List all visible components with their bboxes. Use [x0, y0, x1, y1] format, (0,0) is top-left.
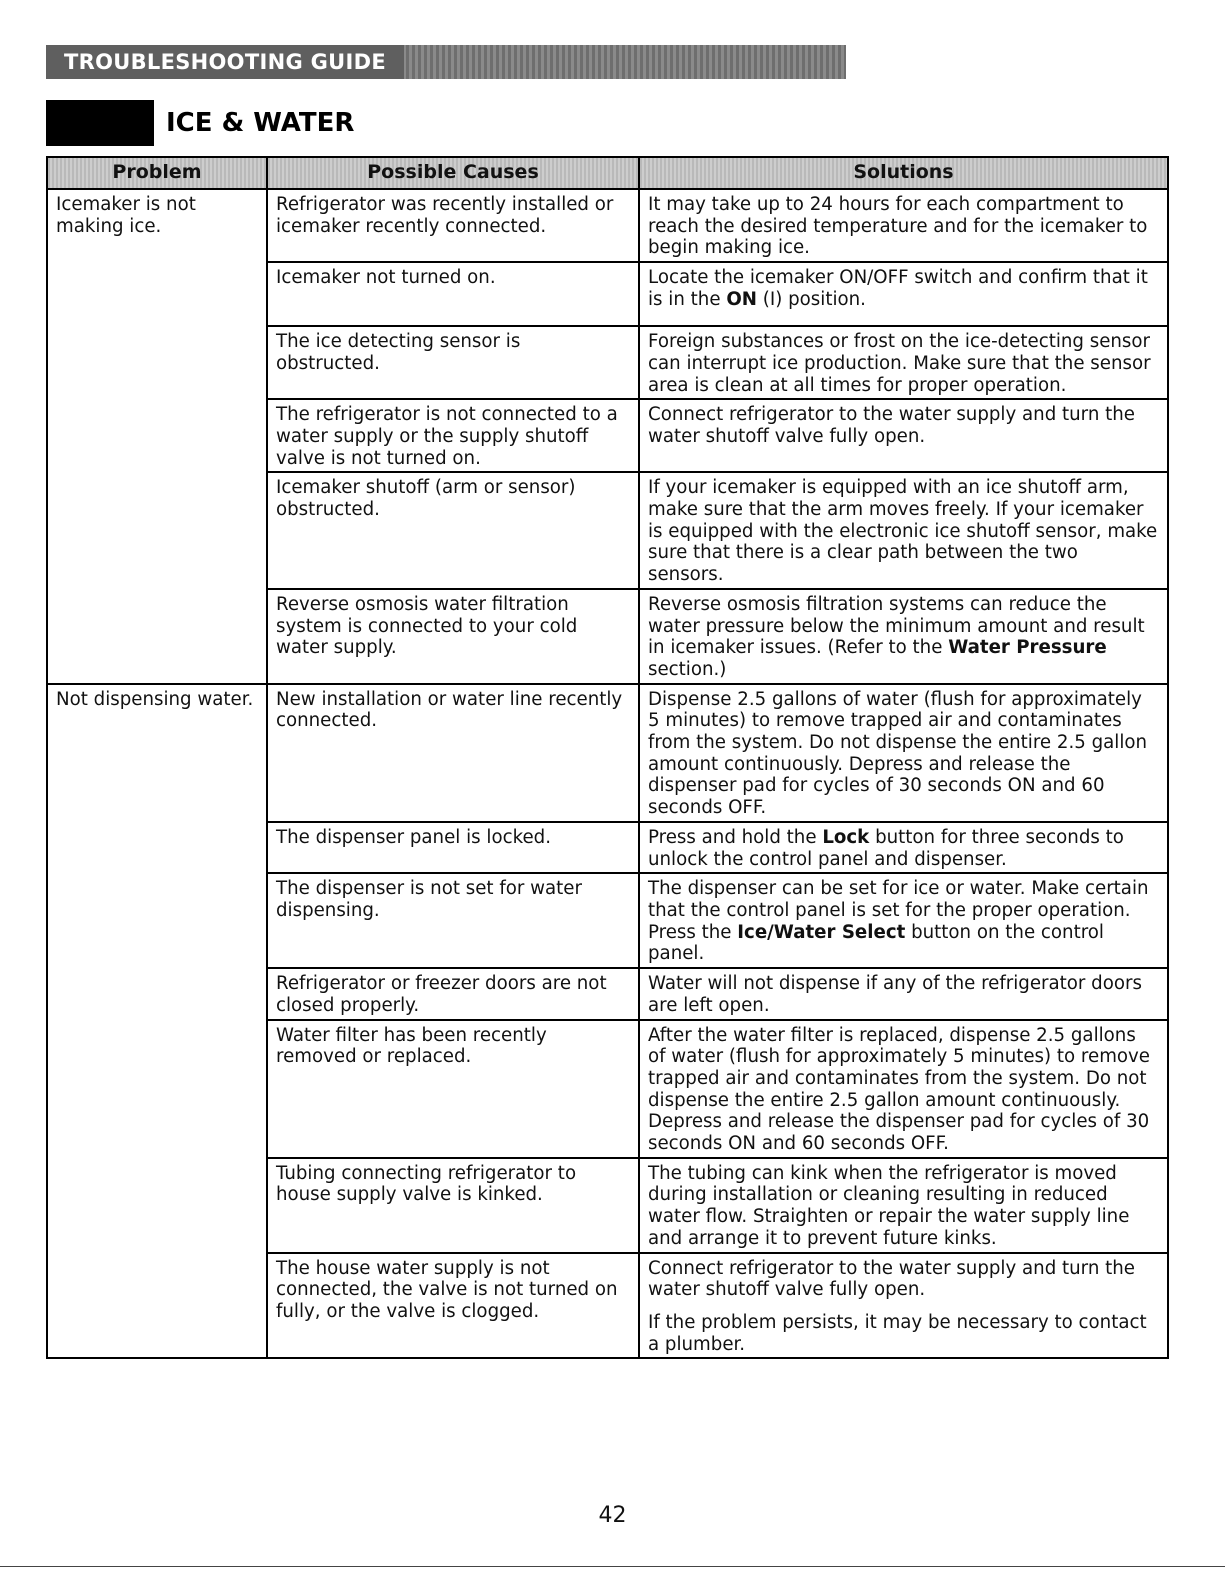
solution-paragraph: Connect refrigerator to the water supply and turn the water shutoff valve fully open. — [648, 1257, 1135, 1301]
solution-keyword: ON — [726, 288, 757, 310]
cause-cell: The house water supply is not connected, the valve is not turned on fully, or the valve is clogged. — [267, 1253, 639, 1359]
cause-cell: Refrigerator or freezer doors are not closed properly. — [267, 968, 639, 1019]
solution-keyword: Ice/Water Select — [737, 921, 906, 943]
table-row — [47, 684, 1168, 822]
cause-cell: Icemaker not turned on. — [267, 262, 639, 326]
problem-cell: Icemaker is not making ice. — [47, 189, 267, 684]
solution-cell: If your icemaker is equipped with an ice shutoff arm, make sure that the arm moves freely. If your icemaker is equipped with the electronic ice shutoff sensor, make sure that there is a clear path between the two sensors. — [639, 472, 1168, 589]
cause-cell: The ice detecting sensor is obstructed. — [267, 326, 639, 399]
table-header-row — [47, 157, 1168, 189]
column-header-problem: Problem — [47, 157, 267, 189]
problem-cell: Not dispensing water. — [47, 684, 267, 1359]
solution-cell: The tubing can kink when the refrigerator is moved during installation or cleaning resulting in reduced water flow. Straighten or repair the water supply line and arrange it to prevent future kinks. — [639, 1158, 1168, 1253]
solution-cell: It may take up to 24 hours for each compartment to reach the desired temperature and for the icemaker to begin making ice. — [639, 189, 1168, 262]
solution-text: Locate the icemaker ON/OFF switch and confirm that it is in the — [648, 267, 1148, 310]
solution-keyword: Water Pressure — [948, 637, 1107, 659]
solution-cell: Connect refrigerator to the water supply and turn the water shutoff valve fully open. — [639, 399, 1168, 472]
solution-cell — [639, 262, 1168, 326]
cause-cell: Icemaker shutoff (arm or sensor) obstructed. — [267, 472, 639, 589]
solution-cell: After the water filter is replaced, dispense 2.5 gallons of water (flush for approximately 5 minutes) to remove trapped air and contaminates from the system. Do not dispense the entire 2.5 gallon amount continuously. Depress and release the dispenser pad for cycles of 30 seconds ON and 60 seconds OFF. — [639, 1020, 1168, 1158]
table-row — [47, 189, 1168, 262]
section-marker-block — [46, 100, 154, 146]
header-banner — [46, 45, 846, 79]
solution-text: section.) — [648, 658, 727, 680]
cause-cell: Tubing connecting refrigerator to house supply valve is kinked. — [267, 1158, 639, 1253]
column-header-causes: Possible Causes — [267, 157, 639, 189]
solution-text: Reverse osmosis filtration systems can reduce the water pressure below the minimum amount and result in icemaker issues. (Refer to the — [648, 593, 1145, 659]
banner-title: TROUBLESHOOTING GUIDE — [46, 45, 404, 79]
solution-cell — [639, 873, 1168, 968]
cause-cell: The dispenser panel is locked. — [267, 822, 639, 873]
solution-cell — [639, 589, 1168, 684]
solution-cell — [639, 1253, 1168, 1359]
solution-cell: Foreign substances or frost on the ice-detecting sensor can interrupt ice production. Make sure that the sensor area is clean at all times for proper operation. — [639, 326, 1168, 399]
solution-text: Press and hold the — [648, 826, 823, 848]
cause-cell: Refrigerator was recently installed or icemaker recently connected. — [267, 189, 639, 262]
column-header-solutions: Solutions — [639, 157, 1168, 189]
solution-text: button for three seconds to unlock the control panel and dispenser. — [648, 826, 1124, 870]
cause-cell: New installation or water line recently connected. — [267, 684, 639, 822]
solution-cell: Water will not dispense if any of the refrigerator doors are left open. — [639, 968, 1168, 1019]
solution-text: The dispenser can be set for ice or water. Make certain that the control panel is set for the proper operation. Press the — [648, 878, 1149, 943]
troubleshooting-table — [46, 156, 1169, 1359]
cause-cell: The refrigerator is not connected to a water supply or the supply shutoff valve is not turned on. — [267, 399, 639, 472]
solution-cell — [639, 822, 1168, 873]
section-title: ICE & WATER — [166, 108, 355, 138]
solution-keyword: Lock — [822, 826, 870, 848]
cause-cell: The dispenser is not set for water dispensing. — [267, 873, 639, 968]
page-number: 42 — [598, 1503, 627, 1528]
cause-cell: Water filter has been recently removed or replaced. — [267, 1020, 639, 1158]
solution-text: button on the control panel. — [648, 921, 1104, 965]
footer-rule — [0, 1566, 1225, 1567]
solution-text: (I) position. — [757, 288, 866, 310]
cause-cell: Reverse osmosis water filtration system is connected to your cold water supply. — [267, 589, 639, 684]
solution-cell: Dispense 2.5 gallons of water (flush for approximately 5 minutes) to remove trapped air and contaminates from the system. Do not dispense the entire 2.5 gallon amount continuously. Depress and release the dispenser pad for cycles of 30 seconds ON and 60 seconds OFF. — [639, 684, 1168, 822]
solution-paragraph: If the problem persists, it may be necessary to contact a plumber. — [648, 1311, 1147, 1355]
